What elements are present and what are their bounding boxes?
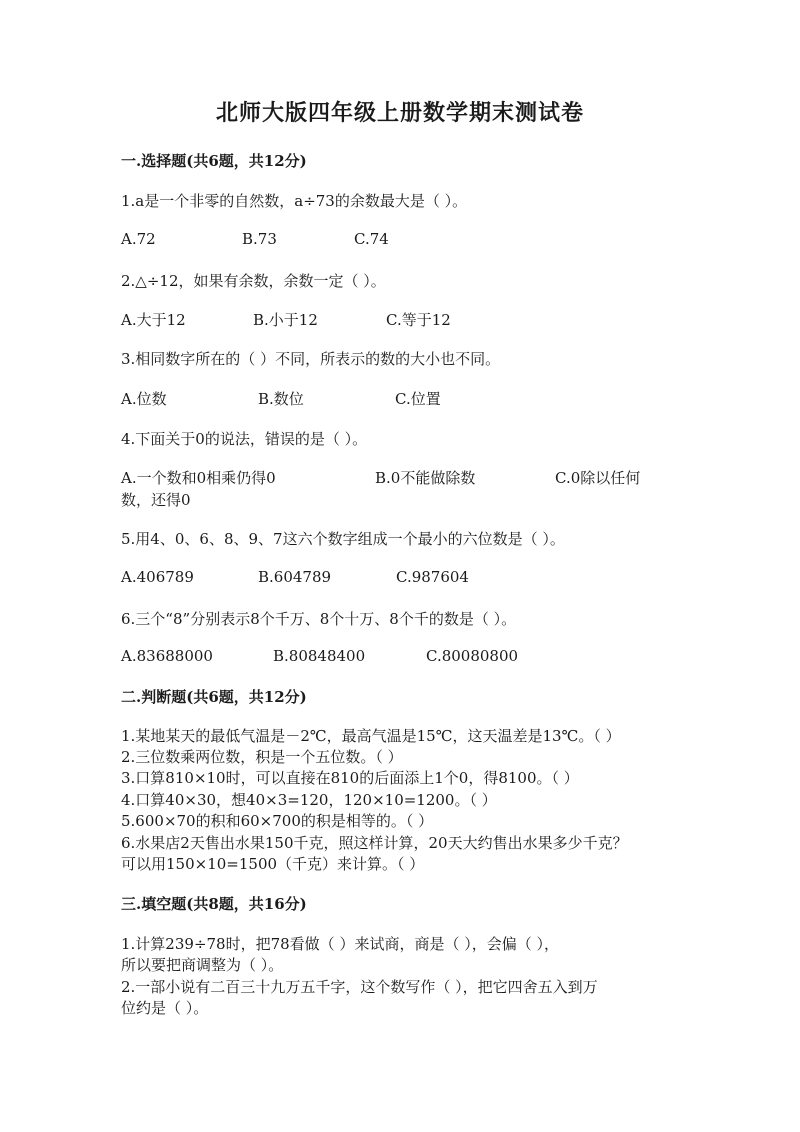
- option-b: B.数位: [258, 390, 304, 408]
- judgement-item: 4.口算40×30，想40×3=120，120×10=1200。（ ）: [121, 791, 497, 809]
- option-b: B.604789: [258, 568, 332, 586]
- fill-item: 2.一部小说有二百三十九万五千字，这个数写作（ ），把它四舍五入到万: [121, 978, 598, 996]
- option-c: C.987604: [396, 568, 469, 586]
- fill-item: 1.计算239÷78时，把78看做（ ）来试商，商是（ ），会偏（ ），: [121, 935, 559, 953]
- section-heading-judgement: 二.判断题(共6题，共12分): [121, 688, 307, 706]
- option-b: B.80848400: [273, 647, 366, 665]
- question-text: 4.下面关于0的说法，错误的是（ ）。: [121, 430, 368, 448]
- option-a: A.位数: [121, 390, 167, 408]
- judgement-item: 1.某地某天的最低气温是－2℃，最高气温是15℃，这天温差是13℃。（ ）: [121, 727, 621, 745]
- judgement-item-continuation: 可以用150×10=1500（千克）来计算。（ ）: [121, 855, 425, 873]
- option-a: A.大于12: [121, 311, 186, 329]
- question-text: 3.相同数字所在的（ ）不同，所表示的数的大小也不同。: [121, 350, 501, 368]
- option-c: C.等于12: [386, 311, 451, 329]
- question-text: 1.a是一个非零的自然数，a÷73的余数最大是（ ）。: [121, 192, 468, 210]
- judgement-item: 2.三位数乘两位数，积是一个五位数。（ ）: [121, 748, 403, 766]
- option-b: B.小于12: [253, 311, 318, 329]
- option-a: A.72: [121, 230, 156, 248]
- option-c: C.80080800: [426, 647, 519, 665]
- option-continuation: 数，还得0: [121, 491, 191, 509]
- option-c: C.位置: [395, 390, 441, 408]
- question-text: 6.三个“8”分别表示8个千万、8个十万、8个千的数是（ ）。: [121, 610, 517, 628]
- fill-item-continuation: 位约是（ ）。: [121, 999, 209, 1017]
- option-a: A.83688000: [121, 647, 213, 665]
- option-b: B.73: [242, 230, 277, 248]
- section-heading-fill: 三.填空题(共8题，共16分): [121, 895, 307, 913]
- option-c: C.0除以任何: [555, 469, 641, 487]
- judgement-item: 3.口算810×10时，可以直接在810的后面添上1个0，得8100。（ ）: [121, 769, 579, 787]
- option-a: A.406789: [121, 568, 194, 586]
- judgement-item: 6.水果店2天售出水果150千克，照这样计算，20天大约售出水果多少千克？: [121, 834, 628, 852]
- option-c: C.74: [354, 230, 389, 248]
- option-b: B.0不能做除数: [375, 469, 476, 487]
- judgement-item: 5.600×70的积和60×700的积是相等的。（ ）: [121, 812, 434, 830]
- option-a: A.一个数和0相乘仍得0: [121, 469, 276, 487]
- page-title: 北师大版四年级上册数学期末测试卷: [215, 100, 584, 126]
- section-heading-choice: 一.选择题(共6题，共12分): [121, 152, 307, 170]
- question-text: 2.△÷12，如果有余数，余数一定（ ）。: [121, 272, 386, 290]
- question-text: 5.用4、0、6、8、9、7这六个数字组成一个最小的六位数是（ ）。: [121, 530, 565, 548]
- fill-item-continuation: 所以要把商调整为（ ）。: [121, 956, 284, 974]
